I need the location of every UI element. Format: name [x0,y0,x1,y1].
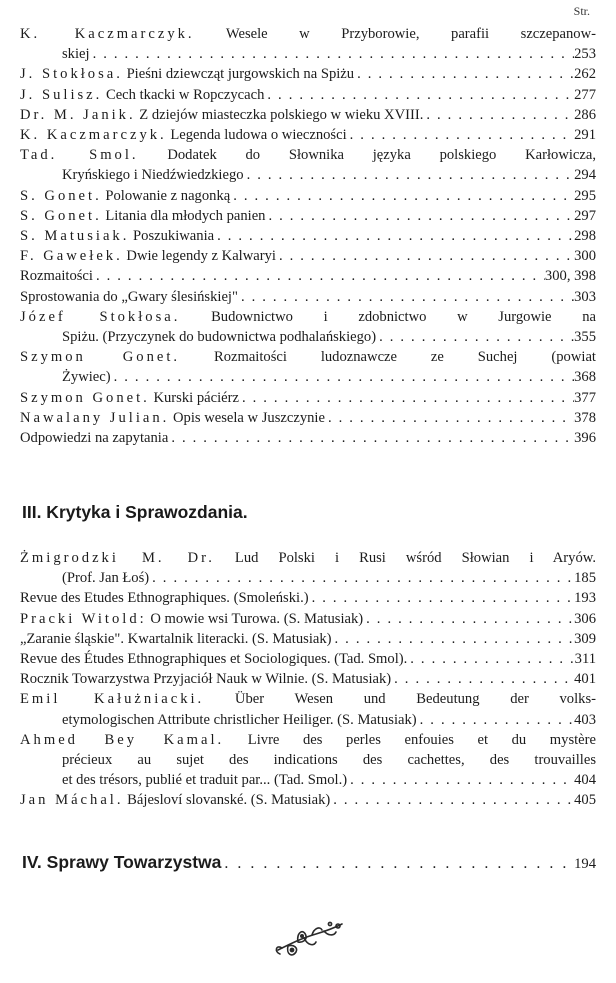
toc-entry-line [20,669,596,689]
entry-page-number: 401 [574,671,596,688]
entry-page-number: 193 [574,590,596,607]
floral-ornament-icon [268,916,348,962]
toc-entry-line [20,428,596,448]
toc-entry-line [20,609,596,629]
toc-entry [20,186,596,206]
entry-title: Z dziejów miasteczka polskiego w wieku XVIII. [139,106,424,123]
toc-entry-line [20,64,596,84]
toc-entry-line [20,307,596,327]
toc-entry-line [20,649,596,669]
entry-title: Wesele w Przyborowie, parafii szczepanow- [225,26,596,42]
toc-entry-line [20,770,596,790]
toc-entry [20,85,596,105]
toc-entry [20,287,596,307]
entry-title: Cech tkacki w Ropczycach [105,86,265,103]
toc-entry-line [20,186,596,206]
entry-author: Szymon Gonet. [20,349,181,366]
toc-entry [20,689,596,729]
dot-leader [347,770,574,790]
entry-page-number: 262 [574,66,596,83]
dot-leader [238,287,574,307]
dot-leader [363,609,574,629]
entry-author: Żmigrodzki M. Dr. [20,550,215,566]
toc-entry-line [20,568,596,588]
dot-leader [221,855,574,873]
entry-page-number: 300 [574,248,596,265]
entry-title: Budownictwo i zdobnictwo w Jurgowie na [211,308,596,325]
entry-page-number: 306 [574,610,596,627]
toc-entry [20,105,596,125]
entry-title: Spiżu. (Przyczynek do budownictwa podhalańskiego) [62,329,377,346]
entry-title: Pieśni dziewcząt jurgowskich na Spiżu [126,66,355,83]
entry-title: Revue des Etudes Ethnographiques. (Smoleński.) [20,590,309,607]
entry-title: Dodatek do Słownika języka polskiego Karłowicza, [167,147,596,164]
dot-leader [347,125,574,145]
entry-author: Emil Kałużniacki. [20,691,205,708]
toc-entry-line [20,408,596,428]
toc-entry [20,730,596,791]
toc-entry [20,629,596,649]
entry-title: Sprostowania do „Gwary ślesińskiej" [20,288,238,305]
entry-page-number: 303 [574,288,596,305]
entry-title: Kryńskiego i Niedźwiedzkiego [62,167,244,184]
entry-page-number: 311 [574,651,596,668]
section-4-page-number: 194 [574,856,596,872]
section-3-entries [20,548,596,811]
entry-title: Dwie legendy z Kalwaryi [126,248,276,265]
toc-entry-line [20,710,596,730]
dot-leader [309,588,575,608]
entry-title: et des trésors, publié et traduit par... (Tad. Smol.) [62,772,348,789]
entry-title: Odpowiedzi na zapytania [20,430,169,447]
toc-entry [20,266,596,286]
dot-leader [276,246,574,266]
entry-title: Poszukiwania [133,228,215,245]
toc-entry-line [20,750,596,770]
entry-title: Livre des perles enfouies et du mystère [247,731,596,748]
dot-leader [230,186,574,206]
toc-entry-line [20,367,596,387]
entry-page-number: 378 [574,409,596,426]
entry-author: Szymon Gonet. [20,389,150,406]
entry-title: (Prof. Jan Łoś) [62,570,150,587]
entry-author: Jan Máchal. [20,792,124,809]
entry-title: O mowie wsi Turowa. (S. Matusiak) [150,610,364,627]
toc-entry-line [20,287,596,307]
entry-title: „Zaranie śląskie". Kwartalnik literacki. (S. Matusiak) [20,630,332,647]
entry-page-number: 185 [574,570,596,587]
section-2-entries [20,24,596,448]
toc-entry [20,548,596,588]
toc-entry [20,246,596,266]
dot-leader [325,408,574,428]
dot-leader [214,226,574,246]
entry-page-number: 253 [574,46,596,63]
entry-author: Ahmed Bey Kamal. [20,731,225,748]
entry-author: K. Kaczmarczyk. [20,127,167,144]
entry-page-number: 404 [574,772,596,789]
toc-entry [20,206,596,226]
entry-title: Rozmaitości [20,268,93,285]
toc-entry-line [20,266,596,286]
dot-leader [244,165,575,185]
entry-title: Rocznik Towarzystwa Przyjaciół Nauk w Wilnie. (S. Matusiak) [20,671,392,688]
dot-leader [265,206,574,226]
dot-leader [423,105,574,125]
toc-entry-line [20,246,596,266]
toc-entry-line [20,588,596,608]
toc-entry-line [20,730,596,750]
entry-title: Kurski páciérz [153,389,239,406]
entry-title: Opis wesela w Juszczynie [172,409,325,426]
toc-entry [20,588,596,608]
dot-leader [93,266,545,286]
section-4-row [22,852,596,873]
toc-entry [20,125,596,145]
entry-title: Litania dla młodych panien [105,207,266,224]
dot-leader [111,367,574,387]
entry-page-number: 277 [574,86,596,103]
entry-title: précieux au sujet des indications des cachettes, des trouvailles [62,752,596,769]
entry-page-number: 403 [574,711,596,728]
dot-leader [239,388,574,408]
entry-title: skiej [62,46,90,63]
toc-entry-line [20,388,596,408]
entry-title: Bájesloví slovanské. (S. Matusiak) [127,792,331,809]
toc-entry-line [20,165,596,185]
entry-title: Polowanie z nagonką [105,187,231,204]
toc-entry-line [20,629,596,649]
toc-entry-line [20,24,596,44]
entry-author: K. Kaczmarczyk. [20,26,195,42]
entry-page-number: 405 [574,792,596,809]
entry-author: Tad. Smol. [20,147,139,164]
entry-author: S. Matusiak. [20,228,130,245]
entry-title: Żywiec) [62,369,111,386]
toc-entry [20,64,596,84]
entry-page-number: 309 [574,630,596,647]
entry-title: Lud Polski i Rusi wśród Słowian i Aryów. [234,550,596,566]
entry-page-number: 286 [574,106,596,123]
dot-leader [354,64,574,84]
toc-entry [20,347,596,387]
toc-entry [20,145,596,185]
page-column-label: Str. [573,4,590,18]
toc-entry-line [20,689,596,709]
toc-entry-line [20,206,596,226]
toc-entry-line [20,226,596,246]
entry-page-number: 297 [574,207,596,224]
toc-entry [20,226,596,246]
dot-leader [391,669,574,689]
toc-entry-line [20,327,596,347]
entry-title: Legenda ludowa o wieczności [170,127,347,144]
dot-leader [90,44,575,64]
entry-author: S. Gonet. [20,207,102,224]
toc-entry-line [20,790,596,810]
toc-entry-line [20,85,596,105]
entry-author: J. Sulisz. [20,86,103,103]
toc-entry-line [20,125,596,145]
entry-page-number: 300, 398 [544,268,596,285]
entry-page-number: 355 [574,329,596,346]
entry-author: Józef Stokłosa. [20,308,181,325]
section-3-heading: III. Krytyka i Sprawozdania. [22,502,248,522]
entry-author: F. Gawełek. [20,248,123,265]
toc-entry [20,388,596,408]
toc-entry-line [20,347,596,367]
entry-page-number: 368 [574,369,596,386]
toc-entry [20,790,596,810]
toc-entry [20,307,596,347]
toc-entry [20,669,596,689]
toc-entry [20,609,596,629]
dot-leader [330,790,574,810]
dot-leader [376,327,574,347]
toc-entry [20,428,596,448]
toc-entry [20,649,596,669]
entry-page-number: 377 [574,389,596,406]
toc-entry [20,408,596,428]
section-4-heading: IV. Sprawy Towarzystwa [22,852,222,872]
dot-leader [417,710,574,730]
dot-leader [407,649,574,669]
entry-author: Pracki Witold: [20,610,147,627]
dot-leader [168,428,574,448]
entry-author: S. Gonet. [20,187,102,204]
entry-author: J. Stokłosa. [20,66,123,83]
entry-title: Revue des Études Ethnographiques et Sociologiques. (Tad. Smol). [20,651,408,668]
toc-entry-line [20,145,596,165]
toc-entry-line [20,548,596,568]
toc-entry [20,24,596,64]
entry-page-number: 396 [574,430,596,447]
dot-leader [149,568,574,588]
entry-page-number: 295 [574,187,596,204]
entry-author: Nawalany Julian. [20,409,170,426]
entry-title: Über Wesen und Bedeutung der volks- [234,691,596,708]
dot-leader [332,629,575,649]
dot-leader [264,85,574,105]
entry-title: etymologischen Attribute christlicher Heiliger. (S. Matusiak) [62,711,417,728]
entry-title: Rozmaitości ludoznawcze ze Suchej (powiat [213,349,596,366]
entry-page-number: 291 [574,127,596,144]
entry-page-number: 294 [574,167,596,184]
toc-entry-line [20,44,596,64]
entry-page-number: 298 [574,228,596,245]
toc-entry-line [20,105,596,125]
entry-author: Dr. M. Janik. [20,106,136,123]
